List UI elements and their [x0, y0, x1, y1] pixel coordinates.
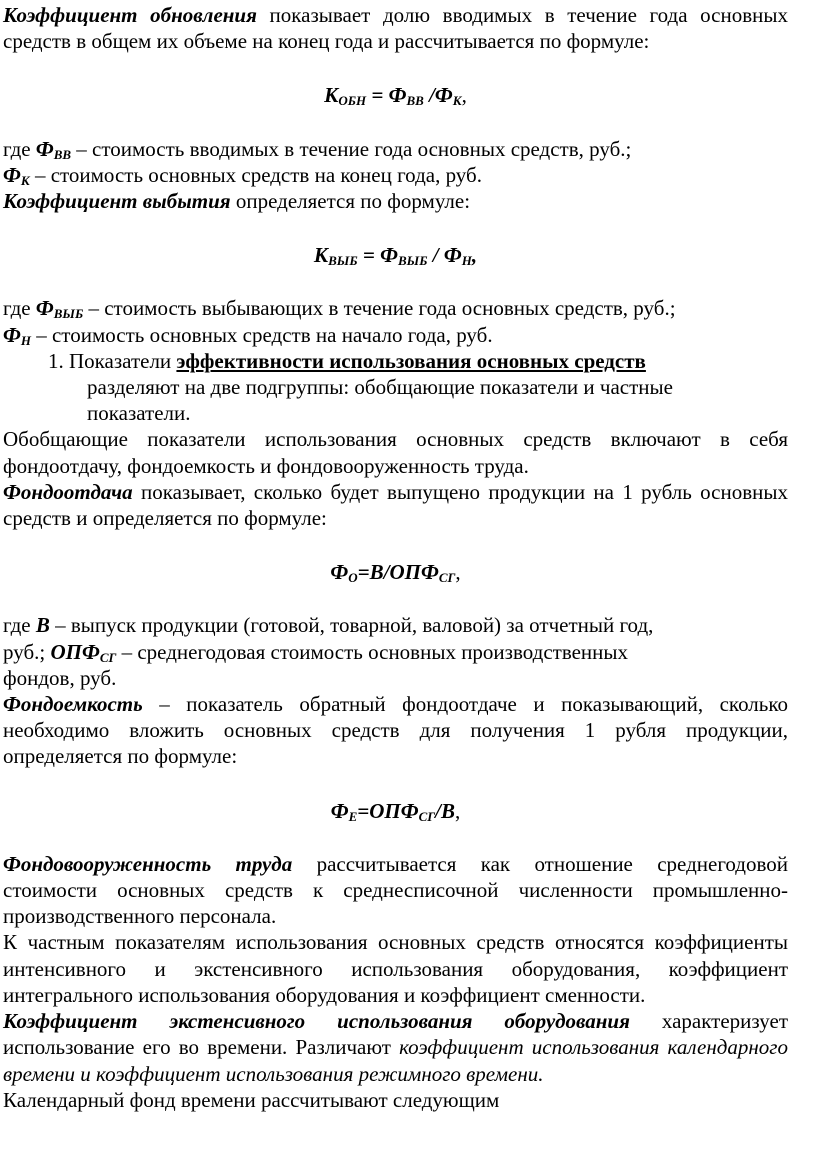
where-retirement-2: $Ф_Н$ – стоимость основных средств на начало года, руб. — [3, 322, 493, 348]
paragraph-capital-intensity: Фондоемкость – показатель обратный фондоотдаче и показывающий, сколько — [3, 692, 788, 717]
where-renewal-2: $Ф_К$ – стоимость основных средств на конец года, руб. — [3, 162, 482, 188]
term-capital-labor-ratio: Фондовооруженность труда — [3, 851, 293, 876]
term-capital-intensity: Фондоемкость — [3, 692, 143, 717]
formula-capital-productivity: $Ф_О=В/ОПФ_{СГ}$, — [330, 560, 461, 586]
where-capital-productivity: где В – выпуск продукции (готовой, товарной, валовой) за отчетный год, — [3, 613, 654, 638]
where-renewal: где $Ф_{ВВ}$ – стоимость вводимых в течение года основных средств, руб.; — [3, 136, 632, 162]
paragraph-capital-productivity: Фондоотдача показывает, сколько будет выпущено продукции на 1 рубль основных средств и определяется по формуле: — [3, 479, 788, 531]
formula-retirement: $К_{ВЫБ} = Ф_{ВЫБ} / Ф_Н$, — [313, 243, 478, 269]
where-retirement: где $Ф_{ВЫБ}$ – стоимость выбывающих в течение года основных средств, руб.; — [3, 296, 676, 322]
paragraph-text: показывает долю вводимых в течение года основных средств в общем их объеме на конец года и рассчитывается по формуле: — [3, 3, 788, 54]
formula-renewal: $К_{ОБН} = Ф_{ВВ}$ $/Ф_К$, — [324, 83, 467, 109]
where-capital-productivity-3: фондов, руб. — [3, 665, 117, 690]
where-capital-productivity-2: руб.; $ОПФ_{СГ}$ – среднегодовая стоимость основных производственных — [3, 639, 629, 665]
paragraph-capital-labor-ratio: Фондовооруженность труда рассчитывается как отношение среднегодовой стоимости основных средств к среднесписочной численности промышленно-производственного персонала. — [3, 851, 788, 929]
list-item-efficiency-cont: разделяют на две подгруппы: обобщающие показатели и частные — [87, 375, 673, 400]
paragraph-particular-indicators: К частным показателям использования основных средств относятся коэффициенты интенсивного и экстенсивного использования оборудования, коэффициент интегрального использования оборудования и коэффициент сменности. — [3, 930, 788, 1007]
term-renewal-coefficient: Коэффициент обновления — [3, 3, 257, 27]
paragraph-retirement-coefficient: Коэффициент выбытия определяется по формуле: — [3, 189, 471, 214]
paragraph-calendar-fund: Календарный фонд времени рассчитывают следующим — [3, 1087, 500, 1112]
term-retirement-coefficient: Коэффициент выбытия — [3, 189, 231, 214]
paragraph-capital-intensity-3: определяется по формуле: — [3, 744, 238, 769]
term-capital-productivity: Фондоотдача — [3, 479, 133, 504]
underlined-heading: эффективности использования основных средств — [176, 348, 646, 373]
paragraph-extensive-coefficient: Коэффициент экстенсивного использования оборудования характеризует использование его во времени. Различают коэффициент использования календарного времени и коэффициент использования режимного времени. — [3, 1009, 789, 1086]
list-item-efficiency-cont-2: показатели. — [87, 401, 191, 426]
term-extensive-coefficient: Коэффициент экстенсивного использования оборудования — [3, 1009, 630, 1034]
formula-capital-intensity: $Ф_Е=ОПФ_{СГ}/В$, — [330, 798, 461, 824]
list-item-efficiency: 1. Показатели эффективности использования основных средств — [48, 348, 646, 373]
paragraph-general-indicators-2: фондоотдачу, фондоемкость и фондовооруженность труда. — [3, 453, 529, 478]
paragraph-general-indicators: Обобщающие показатели использования основных средств включают в себя — [3, 427, 788, 452]
paragraph-renewal-coefficient — [3, 2, 788, 54]
paragraph-capital-intensity-2: необходимо вложить основных средств для получения 1 рубля продукции, — [3, 718, 788, 743]
